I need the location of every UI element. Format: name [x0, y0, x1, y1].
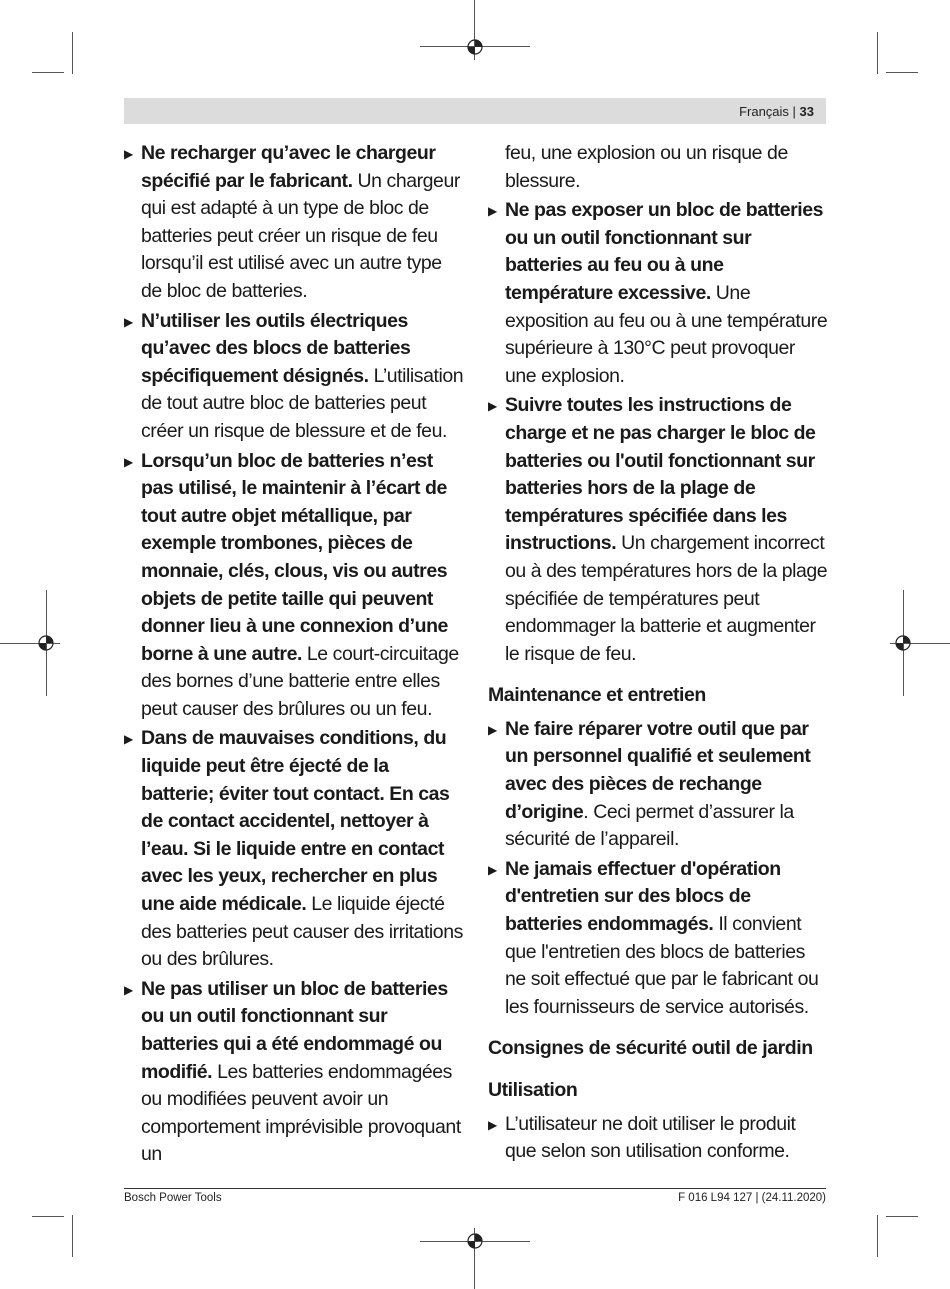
bullet-icon: ▶ [124, 732, 133, 747]
bullet-icon: ▶ [124, 982, 133, 997]
safety-item-bold: Dans de mauvaises conditions, du liquide peut être éjecté de la batterie; éviter tout contact. En cas de contact accidentel, nettoyer à l’eau. Si le liquide entre en contact avec les yeux, rechercher en plus une aide médicale. [141, 727, 450, 916]
safety-item-text: Un chargeur qui est adapté à un type de bloc de batteries peut créer un risque de feu lorsqu’il est utilisé avec un autre type de bloc de batteries. [141, 169, 460, 302]
footer-brand: Bosch Power Tools [124, 1192, 222, 1204]
safety-item-text: Il convient que l'entretien des blocs de batteries ne soit effectué que par le fabricant ou les fournisseurs de service autorisés. [505, 913, 819, 1018]
bullet-icon: ▶ [488, 722, 497, 737]
page-number: 33 [799, 104, 814, 119]
crop-mark [72, 32, 73, 74]
safety-item-text: Les batteries endommagées ou modifiées peuvent avoir un comportement imprévisible provoquant un [141, 1060, 461, 1166]
safety-item [124, 976, 464, 1169]
safety-item-bold: Ne jamais effectuer d'opération d'entretien sur des blocs de batteries endommagés. [505, 857, 781, 936]
safety-item [488, 392, 828, 668]
section-heading-maintenance: Maintenance et entretien [488, 684, 706, 707]
page-header-label: Français | 33 [739, 104, 814, 119]
crop-mark [877, 32, 878, 74]
safety-item-bold: Suivre toutes les instructions de charge et ne pas charger le bloc de batteries ou l'outil fonctionnant sur batteries hors de la plage de températures spécifiée dans les instructions. [505, 394, 816, 555]
registration-mark-icon [893, 633, 913, 653]
footer-rule [124, 1188, 826, 1189]
crop-mark [877, 1215, 878, 1257]
safety-item-text: Le court-circuitage des bornes d’une batterie entre elles peut causer des brûlures ou un feu. [141, 642, 459, 720]
safety-item-text: Un chargement incorrect ou à des températures hors de la plage spécifiée de températures peut endommager la batterie et augmenter le risque de feu. [505, 532, 828, 665]
bullet-icon: ▶ [488, 1117, 497, 1132]
crop-mark [886, 72, 918, 73]
continuation-text: feu, une explosion ou un risque de blessure. [505, 142, 788, 192]
registration-mark-icon [465, 37, 485, 57]
safety-item [124, 725, 464, 973]
safety-item-bold: Ne recharger qu’avec le chargeur spécifié par le fabricant. [141, 142, 436, 192]
safety-item-text: Le liquide éjecté des batteries peut causer des irritations ou des brûlures. [141, 893, 463, 971]
safety-item-text: L’utilisation de tout autre bloc de batteries peut créer un risque de blessure et de feu. [141, 364, 464, 442]
header-language: Français [739, 104, 789, 119]
bullet-icon: ▶ [124, 454, 133, 469]
bullet-icon: ▶ [488, 399, 497, 414]
safety-item [124, 140, 464, 306]
crop-mark [32, 72, 64, 73]
crop-mark [72, 1215, 73, 1257]
bullet-icon: ▶ [488, 204, 497, 219]
safety-item-bold: Ne pas exposer un bloc de batteries ou un outil fonctionnant sur batteries au feu ou à une température excessive. [505, 199, 824, 304]
bullet-icon: ▶ [124, 147, 133, 161]
right-column [488, 140, 828, 1168]
safety-item-bold: Ne pas utiliser un bloc de batteries ou un outil fonctionnant sur batteries qui a été endommagé ou modifié. [141, 977, 448, 1083]
safety-item [124, 448, 464, 724]
section-heading-garden: Consignes de sécurité outil de jardin [488, 1037, 813, 1060]
safety-item [488, 197, 828, 390]
safety-item-text: . Ceci permet d’assurer la sécurité de l’appareil. [505, 800, 794, 851]
footer-docref: F 016 L94 127 | (24.11.2020) [678, 1192, 826, 1204]
section-heading-usage: Utilisation [488, 1079, 578, 1101]
bullet-icon: ▶ [124, 314, 133, 329]
safety-item-text: L’utilisateur ne doit utiliser le produit que selon son utilisation conforme. [505, 1112, 796, 1163]
safety-item [488, 716, 828, 854]
crop-mark [32, 1216, 64, 1217]
left-column [124, 140, 464, 1171]
safety-item-bold: Lorsqu’un bloc de batteries n’est pas utilisé, le maintenir à l’écart de tout autre objet métallique, par exemple trombones, pièces de monnaie, clés, clous, vis ou autres objets de petite taille qui peuvent donner lieu à une connexion d’une borne à une autre. [141, 449, 448, 665]
safety-item-bold: Ne faire réparer votre outil que par un personnel qualifié et seulement avec des pièces de rechange d’origine [505, 717, 811, 823]
safety-item-text: Une exposition au feu ou à une température supérieure à 130°C peut provoquer une explosion. [505, 281, 828, 387]
bullet-icon: ▶ [488, 862, 497, 877]
crop-mark [886, 1216, 918, 1217]
registration-mark-icon [465, 1231, 485, 1251]
safety-item-bold: N’utiliser les outils électriques qu’avec des blocs de batteries spécifiquement désignés. [141, 309, 411, 387]
registration-mark-icon [36, 633, 56, 653]
page-header [124, 98, 826, 124]
safety-item [488, 1111, 828, 1166]
safety-item [124, 308, 464, 446]
safety-item [488, 856, 828, 1022]
